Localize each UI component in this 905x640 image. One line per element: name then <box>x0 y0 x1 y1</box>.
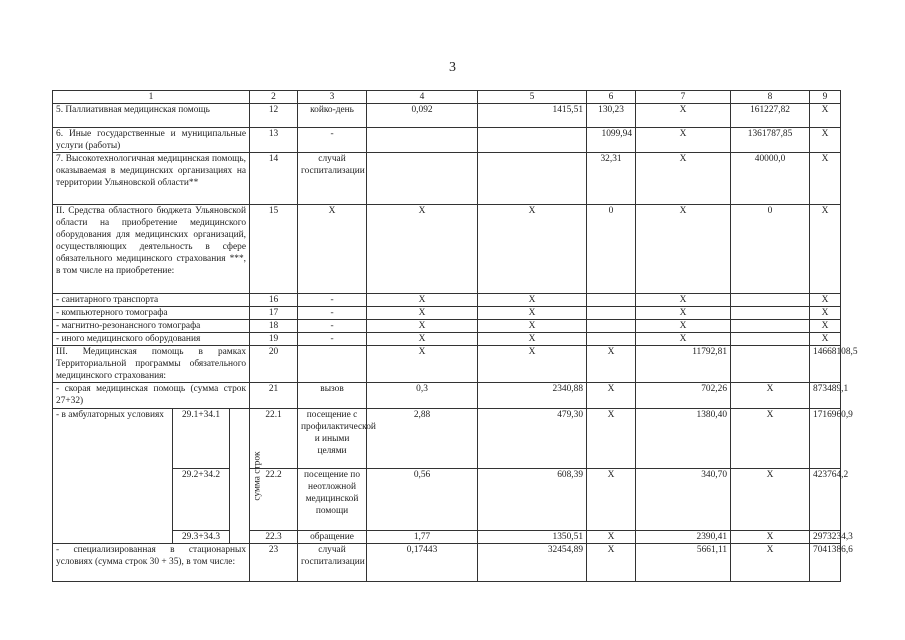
row-number: 19 <box>250 333 298 346</box>
row-name: - иного медицинского оборудования <box>53 333 250 346</box>
cell <box>731 333 810 346</box>
cell <box>367 153 478 205</box>
row-name: - компьютерного томографа <box>53 307 250 320</box>
cell: X <box>636 294 731 307</box>
sub-formula: 29.1+34.1 <box>173 409 230 469</box>
table-row <box>53 544 841 582</box>
table-row <box>53 307 841 320</box>
unit: X <box>298 205 367 294</box>
cell: X <box>636 104 731 128</box>
row-number: 22.3 <box>250 531 298 544</box>
cell: X <box>636 205 731 294</box>
sub-formula: 29.3+34.3 <box>173 531 230 544</box>
row-number: 13 <box>250 128 298 153</box>
row-name: 5. Паллиативная медицинская помощь <box>53 104 250 128</box>
cell: X <box>367 294 478 307</box>
cell <box>731 320 810 333</box>
cell: 479,30 <box>478 409 587 469</box>
row-number: 15 <box>250 205 298 294</box>
cell: X <box>478 294 587 307</box>
cell: 32,31 <box>587 153 636 205</box>
header-cell: 2 <box>250 91 298 104</box>
cell <box>478 128 587 153</box>
cell: X <box>587 531 636 544</box>
row-number: 17 <box>250 307 298 320</box>
row-number: 23 <box>250 544 298 582</box>
cell: X <box>587 409 636 469</box>
cell <box>587 320 636 333</box>
cell: X <box>731 469 810 531</box>
cell: 340,70 <box>636 469 731 531</box>
cell <box>587 333 636 346</box>
unit: - <box>298 128 367 153</box>
cell: X <box>810 104 841 128</box>
row-name: - скорая медицинская помощь (сумма строк 27+32) <box>53 383 250 409</box>
cell: X <box>731 409 810 469</box>
unit: случай госпитализации <box>298 544 367 582</box>
row-number: 21 <box>250 383 298 409</box>
cell: 2390,41 <box>636 531 731 544</box>
header-row <box>53 91 841 104</box>
header-cell: 5 <box>478 91 587 104</box>
sub-formula: 29.2+34.2 <box>173 469 230 531</box>
cell: 0 <box>587 205 636 294</box>
cell: X <box>810 205 841 294</box>
cell: X <box>478 346 587 383</box>
row-name: - в амбулаторных условиях <box>53 409 173 544</box>
row-number: 12 <box>250 104 298 128</box>
row-number: 16 <box>250 294 298 307</box>
unit: - <box>298 333 367 346</box>
cell: X <box>810 320 841 333</box>
table-row <box>53 128 841 153</box>
header-cell: 9 <box>810 91 841 104</box>
cell <box>731 307 810 320</box>
row-number: 22.1 <box>250 409 298 469</box>
cell: X <box>367 320 478 333</box>
unit: - <box>298 294 367 307</box>
unit: - <box>298 320 367 333</box>
cell: X <box>636 153 731 205</box>
cell: 2973234,3 <box>810 531 841 544</box>
cell: X <box>810 128 841 153</box>
cell: 0,3 <box>367 383 478 409</box>
cell: X <box>478 320 587 333</box>
unit: посещение с профилактической и иными целями <box>298 409 367 469</box>
row-number: 20 <box>250 346 298 383</box>
cell: X <box>587 469 636 531</box>
vertical-label: сумма строк <box>230 409 250 544</box>
page-number: 3 <box>449 60 456 75</box>
cell: 1350,51 <box>478 531 587 544</box>
cell: X <box>731 531 810 544</box>
cell: X <box>636 307 731 320</box>
cell: 1361787,85 <box>731 128 810 153</box>
cell: X <box>636 128 731 153</box>
table-row <box>53 346 841 383</box>
row-name: III. Медицинская помощь в рамках Территориальной программы обязательного медицинского страхования: <box>53 346 250 383</box>
cell: X <box>810 153 841 205</box>
cell: X <box>731 544 810 582</box>
cell: X <box>587 383 636 409</box>
cell: X <box>731 383 810 409</box>
cell: 0,17443 <box>367 544 478 582</box>
financing-table <box>52 90 858 582</box>
cell: X <box>636 333 731 346</box>
cell: 423764,2 <box>810 469 841 531</box>
row-name: - магнитно-резонансного томографа <box>53 320 250 333</box>
cell: 0 <box>731 205 810 294</box>
row-name: - санитарного транспорта <box>53 294 250 307</box>
unit: посещение по неотложной медицинской помощи <box>298 469 367 531</box>
table-row <box>53 153 841 205</box>
cell: 7041386,6 <box>810 544 841 582</box>
cell: 1,77 <box>367 531 478 544</box>
cell: X <box>810 294 841 307</box>
cell: X <box>367 307 478 320</box>
cell: 1099,94 <box>587 128 636 153</box>
row-number: 14 <box>250 153 298 205</box>
row-number: 22.2 <box>250 469 298 531</box>
cell: X <box>478 333 587 346</box>
cell: 32454,89 <box>478 544 587 582</box>
cell: X <box>367 333 478 346</box>
table-row <box>53 409 841 469</box>
cell: X <box>367 205 478 294</box>
cell: X <box>478 307 587 320</box>
unit: обращение <box>298 531 367 544</box>
cell: X <box>587 346 636 383</box>
cell: X <box>587 544 636 582</box>
cell: 40000,0 <box>731 153 810 205</box>
unit <box>298 346 367 383</box>
cell <box>587 294 636 307</box>
header-cell: 3 <box>298 91 367 104</box>
table-row <box>53 205 841 294</box>
table-row <box>53 383 841 409</box>
table-row <box>53 333 841 346</box>
header-cell: 8 <box>731 91 810 104</box>
table-row <box>53 320 841 333</box>
cell <box>587 307 636 320</box>
cell: 608,39 <box>478 469 587 531</box>
cell: 0,092 <box>367 104 478 128</box>
cell: 2340,88 <box>478 383 587 409</box>
cell: 5661,11 <box>636 544 731 582</box>
unit: вызов <box>298 383 367 409</box>
header-cell: 7 <box>636 91 731 104</box>
cell <box>731 294 810 307</box>
row-name: - специализированная в стационарных условиях (сумма строк 30 + 35), в том числе: <box>53 544 250 582</box>
cell: 11792,81 <box>636 346 731 383</box>
cell <box>478 153 587 205</box>
cell: 2,88 <box>367 409 478 469</box>
cell: X <box>810 333 841 346</box>
table-row <box>53 104 841 128</box>
header-cell: 6 <box>587 91 636 104</box>
table-row <box>53 294 841 307</box>
cell: X <box>636 320 731 333</box>
cell: 873489,1 <box>810 383 841 409</box>
row-name: 6. Иные государственные и муниципальные услуги (работы) <box>53 128 250 153</box>
cell: 1380,40 <box>636 409 731 469</box>
unit: койко-день <box>298 104 367 128</box>
cell: X <box>367 346 478 383</box>
cell: 14668108,5 <box>810 346 841 383</box>
cell <box>367 128 478 153</box>
cell: 1415,51 <box>478 104 587 128</box>
unit: - <box>298 307 367 320</box>
cell: X <box>478 205 587 294</box>
cell: 702,26 <box>636 383 731 409</box>
cell <box>731 346 810 383</box>
row-number: 18 <box>250 320 298 333</box>
cell: 1716960,9 <box>810 409 841 469</box>
row-name: II. Средства областного бюджета Ульяновской области на приобретение медицинского оборудования для медицинских организаций, осуществляющих деятельность в сфере обязательного медицинского страхования ***, в том числе на приобретение: <box>53 205 250 294</box>
header-cell: 1 <box>53 91 250 104</box>
cell: 130,23 <box>587 104 636 128</box>
row-name: 7. Высокотехнологичная медицинская помощь, оказываемая в медицинских организациях на территории Ульяновской области** <box>53 153 250 205</box>
unit: случай госпитализации <box>298 153 367 205</box>
cell: 161227,82 <box>731 104 810 128</box>
cell: 0,56 <box>367 469 478 531</box>
cell: X <box>810 307 841 320</box>
header-cell: 4 <box>367 91 478 104</box>
